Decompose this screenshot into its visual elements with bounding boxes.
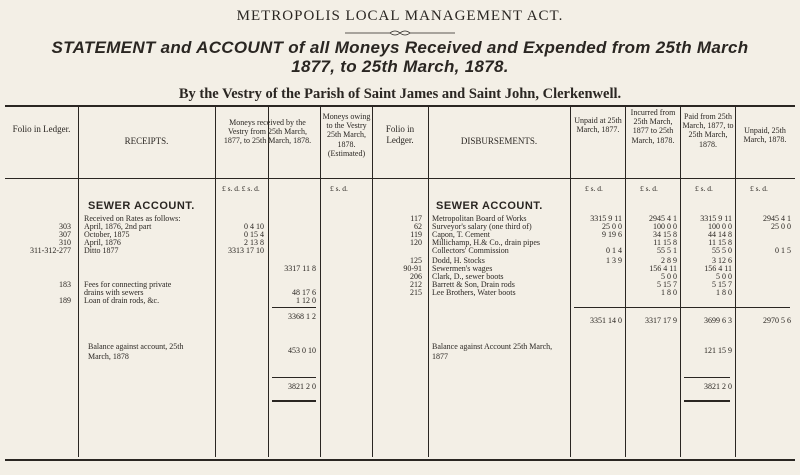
disbursement-paid: 44 14 8 — [708, 230, 732, 239]
paid-header: Paid from 25th March, 1877, to 25th March, 1878. — [682, 112, 734, 149]
receipts-balance-amount: 453 0 10 — [288, 346, 316, 355]
disbursement-unpaid-1877: 1 3 9 — [606, 256, 622, 265]
disbursement-description: Lee Brothers, Water boots — [432, 288, 516, 297]
vestry-subtitle: By the Vestry of the Parish of Saint James and Saint John, Clerkenwell. — [178, 86, 622, 102]
double-rule — [272, 400, 316, 402]
receipt-folio: 189 — [59, 296, 71, 305]
receipt-folio: 310 — [59, 238, 71, 247]
receipt-folio: 183 — [59, 280, 71, 289]
folio-in-ledger-header-right: Folio in Ledger. — [385, 124, 415, 145]
disbursement-folio: 90-91 — [403, 264, 422, 273]
receipts-section-title: SEWER ACCOUNT. — [88, 200, 195, 212]
disbursement-description: Sewermen's wages — [432, 264, 493, 273]
disbursement-description: Clark, D., sewer boots — [432, 272, 504, 281]
receipt-description: Fees for connecting private — [84, 280, 172, 289]
column-rule — [735, 107, 736, 457]
currency-label: £ s. d. £ s. d. — [222, 184, 260, 193]
disbursement-folio: 215 — [410, 288, 422, 297]
currency-label: £ s. d. — [585, 184, 603, 193]
column-rule — [570, 107, 571, 457]
disbursement-description: Collectors' Commission — [432, 246, 509, 255]
receipt-folio: 307 — [59, 230, 71, 239]
column-rule — [78, 107, 79, 457]
disbursements-total: 3821 2 0 — [704, 382, 732, 391]
receipts-balance-label: Balance against account, 25th March, 1878 — [88, 342, 184, 361]
disbursement-folio: 212 — [410, 280, 422, 289]
sum-rule — [272, 307, 316, 308]
currency-label: £ s. d. — [330, 184, 348, 193]
column-rule — [268, 107, 269, 457]
receipt-description: Loan of drain rods, &c. — [84, 296, 160, 305]
receipt-amount-inner: 3313 17 10 — [228, 246, 264, 255]
disbursement-unpaid-1877: 0 1 4 — [606, 246, 622, 255]
disbursement-unpaid-1877: 25 0 0 — [602, 222, 622, 231]
receipts-header: RECEIPTS. — [124, 136, 169, 146]
disbursement-unpaid-1878: 2945 4 1 — [763, 214, 791, 223]
act-title: METROPOLIS LOCAL MANAGEMENT ACT. — [236, 8, 564, 24]
disbursement-paid: 1 8 0 — [716, 288, 732, 297]
disbursements-balance-label: Balance against Account 25th March, 1877 — [432, 342, 553, 361]
statement-title: STATEMENT and ACCOUNT of all Moneys Received and Expended from 25th March 1877, to 25th March, 1878. — [51, 38, 749, 76]
total-unpaid-1877: 3351 14 0 — [590, 316, 622, 325]
receipt-description: April, 1876 — [84, 238, 121, 247]
disbursement-incurred: 1 8 0 — [661, 288, 677, 297]
receipt-description: drains with sewers — [84, 288, 144, 297]
disbursement-incurred: 11 15 8 — [653, 238, 677, 247]
disbursement-paid: 100 0 0 — [708, 222, 732, 231]
receipt-description: Ditto 1877 — [84, 246, 119, 255]
disbursement-description: Dodd, H. Stocks — [432, 256, 485, 265]
disbursement-unpaid-1878: 25 0 0 — [771, 222, 791, 231]
disbursement-paid: 11 15 8 — [708, 238, 732, 247]
folio-in-ledger-header: Folio in Ledger. — [12, 124, 71, 134]
sum-rule — [272, 377, 316, 378]
disbursement-paid: 5 15 7 — [712, 280, 732, 289]
receipt-amount-inner: 0 4 10 — [244, 222, 264, 231]
disbursement-paid: 3 12 6 — [712, 256, 732, 265]
receipt-description: October, 1875 — [84, 230, 130, 239]
total-incurred: 3317 17 9 — [645, 316, 677, 325]
disbursement-description: Capon, T. Cement — [432, 230, 490, 239]
disbursement-incurred: 2 8 9 — [661, 256, 677, 265]
disbursement-description: Metropolitan Board of Works — [432, 214, 527, 223]
disbursement-incurred: 5 0 0 — [661, 272, 677, 281]
receipt-folio: 311-312-277 — [29, 246, 71, 255]
disbursement-paid: 156 4 11 — [704, 264, 732, 273]
disbursements-balance-amount: 121 15 9 — [704, 346, 732, 355]
receipt-amount-outer: 1 12 0 — [296, 296, 316, 305]
unpaid-1878-header: Unpaid, 25th March, 1878. — [743, 126, 787, 145]
receipt-description: April, 1876, 2nd part — [84, 222, 152, 231]
disbursement-unpaid-1877: 3315 9 11 — [590, 214, 622, 223]
receipt-amount-outer: 48 17 6 — [292, 288, 316, 297]
disbursement-unpaid-1878: 0 1 5 — [775, 246, 791, 255]
receipt-amount-outer: 3317 11 8 — [284, 264, 316, 273]
disbursement-description: Surveyor's salary (one third of) — [432, 222, 532, 231]
incurred-header: Incurred from 25th March, 1877 to 25th March, 1878. — [630, 108, 676, 145]
disbursement-folio: 117 — [410, 214, 422, 223]
total-paid: 3699 6 3 — [704, 316, 732, 325]
decorative-rule-icon — [340, 29, 460, 37]
disbursement-folio: 120 — [410, 238, 422, 247]
disbursement-folio: 119 — [410, 230, 422, 239]
disbursement-paid: 55 5 0 — [712, 246, 732, 255]
disbursement-unpaid-1877: 9 19 6 — [602, 230, 622, 239]
double-rule — [684, 400, 730, 402]
disbursement-incurred: 5 15 7 — [657, 280, 677, 289]
disbursement-paid: 5 0 0 — [716, 272, 732, 281]
disbursement-folio: 125 — [410, 256, 422, 265]
disbursement-incurred: 34 15 8 — [653, 230, 677, 239]
receipts-subtotal: 3368 1 2 — [288, 312, 316, 321]
disbursement-description: Barrett & Son, Drain rods — [432, 280, 515, 289]
moneys-owing-header: Moneys owing to the Vestry 25th March, 1878. (Estimated) — [322, 112, 371, 158]
disbursements-header: DISBURSEMENTS. — [460, 136, 538, 146]
receipts-total: 3821 2 0 — [288, 382, 316, 391]
disbursement-incurred: 2945 4 1 — [649, 214, 677, 223]
currency-label: £ s. d. — [640, 184, 658, 193]
currency-label: £ s. d. — [750, 184, 768, 193]
header-rule — [5, 178, 795, 179]
receipt-amount-inner: 2 13 8 — [244, 238, 264, 247]
receipt-description: Received on Rates as follows: — [84, 214, 181, 223]
disbursement-incurred: 55 5 1 — [657, 246, 677, 255]
currency-label: £ s. d. — [695, 184, 713, 193]
total-unpaid-1878: 2970 5 6 — [763, 316, 791, 325]
disbursement-incurred: 156 4 11 — [649, 264, 677, 273]
receipt-folio: 303 — [59, 222, 71, 231]
unpaid-1877-header: Unpaid at 25th March, 1877. — [574, 116, 622, 135]
disbursements-section-title: SEWER ACCOUNT. — [436, 200, 543, 212]
column-rule — [320, 107, 321, 457]
moneys-received-header: Moneys received by the Vestry from 25th March, 1877, to 25th March, 1878. — [223, 118, 312, 146]
sum-rule — [574, 307, 790, 308]
column-rule — [428, 107, 429, 457]
receipt-amount-inner: 0 15 4 — [244, 230, 264, 239]
disbursement-folio: 206 — [410, 272, 422, 281]
disbursement-paid: 3315 9 11 — [700, 214, 732, 223]
sum-rule — [684, 377, 730, 378]
disbursement-description: Millichamp, H.& Co., drain pipes — [432, 238, 540, 247]
disbursement-incurred: 100 0 0 — [653, 222, 677, 231]
column-rule — [215, 107, 216, 457]
disbursement-folio: 62 — [414, 222, 422, 231]
